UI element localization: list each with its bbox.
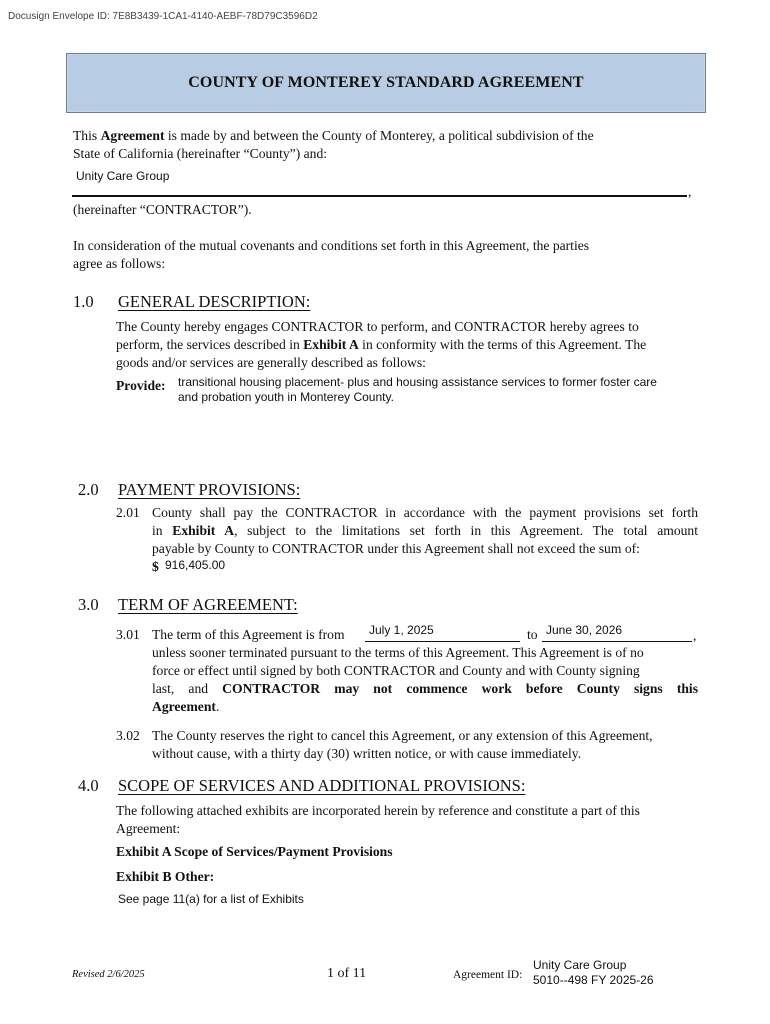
s3-01-line-2: unless sooner terminated pursuant to the terms of this Agreement. This Agreement is of no xyxy=(152,645,644,660)
title-box xyxy=(66,53,706,113)
agreement-id-label: Agreement ID: xyxy=(453,969,523,981)
s4-line-1: The following attached exhibits are incorporated herein by reference and constitute a part of this xyxy=(116,803,640,818)
hereinafter-contractor: (hereinafter “CONTRACTOR”). xyxy=(73,202,252,217)
intro-line-1: This Agreement is made by and between the County of Monterey, a political subdivision of the xyxy=(73,128,594,143)
exhibit-b-label: Exhibit B Other: xyxy=(116,869,215,884)
envelope-id: Docusign Envelope ID: 7E8B3439-1CA1-4140-AEBF-78D79C3596D2 xyxy=(8,11,318,22)
s2-line-1: County shall pay the CONTRACTOR in accordance with the payment provisions set forth xyxy=(152,505,698,520)
section-1-heading xyxy=(73,292,673,314)
end-date-field[interactable]: June 30, 2026 xyxy=(546,623,623,637)
page-title: COUNTY OF MONTEREY STANDARD AGREEMENT xyxy=(188,74,584,91)
revised-date: Revised 2/6/2025 xyxy=(72,969,145,980)
s3-02-line-2: without cause, with a thirty day (30) written notice, or with cause immediately. xyxy=(152,746,582,761)
provide-description-field[interactable]: transitional housing placement- plus and housing assistance services to former foster care and probation youth in Monterey County. xyxy=(178,375,657,404)
section-number: 1.0 xyxy=(73,292,94,311)
s1-line-1: The County hereby engages CONTRACTOR to perform, and CONTRACTOR hereby agrees to xyxy=(116,319,639,334)
s2-line-3: payable by County to CONTRACTOR under this Agreement shall not exceed the sum of: xyxy=(152,541,640,556)
s3-01-line-5: Agreement. xyxy=(152,699,220,714)
s4-line-2: Agreement: xyxy=(116,821,181,836)
agreement-id-field[interactable] xyxy=(533,958,654,988)
s2-line-2: in Exhibit A, subject to the limitations set forth in this Agreement. The total amount xyxy=(152,523,698,538)
s3-01-line-3: force or effect until signed by both CONTRACTOR and County and with County signing xyxy=(152,663,640,678)
exhibit-a-label: Exhibit A Scope of Services/Payment Provisions xyxy=(116,844,393,859)
s3-01-line-4: last, and CONTRACTOR may not commence work before County signs this xyxy=(152,681,698,696)
section-3-heading xyxy=(73,595,673,617)
s3-02-line-1: The County reserves the right to cancel this Agreement, or any extension of this Agreement, xyxy=(152,728,653,743)
section-number: 2.0 xyxy=(78,480,99,499)
agreement-contractor: Unity Care Group xyxy=(533,958,627,972)
section-number: 3.0 xyxy=(78,595,99,614)
intro-line-2: State of California (hereinafter “County”) and: xyxy=(73,146,328,161)
total-amount-field[interactable]: 916,405.00 xyxy=(165,558,226,572)
s3-01-pre: The term of this Agreement is from xyxy=(152,627,345,642)
section-2-heading xyxy=(73,480,673,502)
dollar-sign: $ xyxy=(152,559,159,574)
section-number: 4.0 xyxy=(78,776,99,795)
page-number: 1 of 11 xyxy=(327,966,367,981)
contractor-name-field[interactable]: Unity Care Group xyxy=(76,169,170,183)
section-title: SCOPE OF SERVICES AND ADDITIONAL PROVISIONS: xyxy=(118,776,526,795)
section-title: TERM OF AGREEMENT: xyxy=(118,595,298,614)
section-4-heading xyxy=(73,776,713,798)
agreement-number: 5010--498 FY 2025-26 xyxy=(533,973,654,987)
consideration-line-1: In consideration of the mutual covenants and conditions set forth in this Agreement, the parties xyxy=(73,238,590,253)
end-date-comma: , xyxy=(693,628,697,643)
s3-01-number: 3.01 xyxy=(116,627,140,642)
s3-02-number: 3.02 xyxy=(116,728,140,743)
consideration-line-2: agree as follows: xyxy=(73,256,166,271)
s1-line-2: perform, the services described in Exhibit A in conformity with the terms of this Agreement. The xyxy=(116,337,647,352)
contractor-name-underline xyxy=(72,195,687,197)
trailing-comma: , xyxy=(688,184,692,199)
start-date-field[interactable]: July 1, 2025 xyxy=(369,623,434,637)
section-title: GENERAL DESCRIPTION: xyxy=(118,292,311,311)
exhibits-note-field[interactable]: See page 11(a) for a list of Exhibits xyxy=(118,892,304,906)
s1-line-3: goods and/or services are generally described as follows: xyxy=(116,355,426,370)
s2-sub-number: 2.01 xyxy=(116,505,140,520)
provide-label: Provide: xyxy=(116,378,166,393)
to-text: to xyxy=(527,627,538,642)
section-title: PAYMENT PROVISIONS: xyxy=(118,480,301,499)
